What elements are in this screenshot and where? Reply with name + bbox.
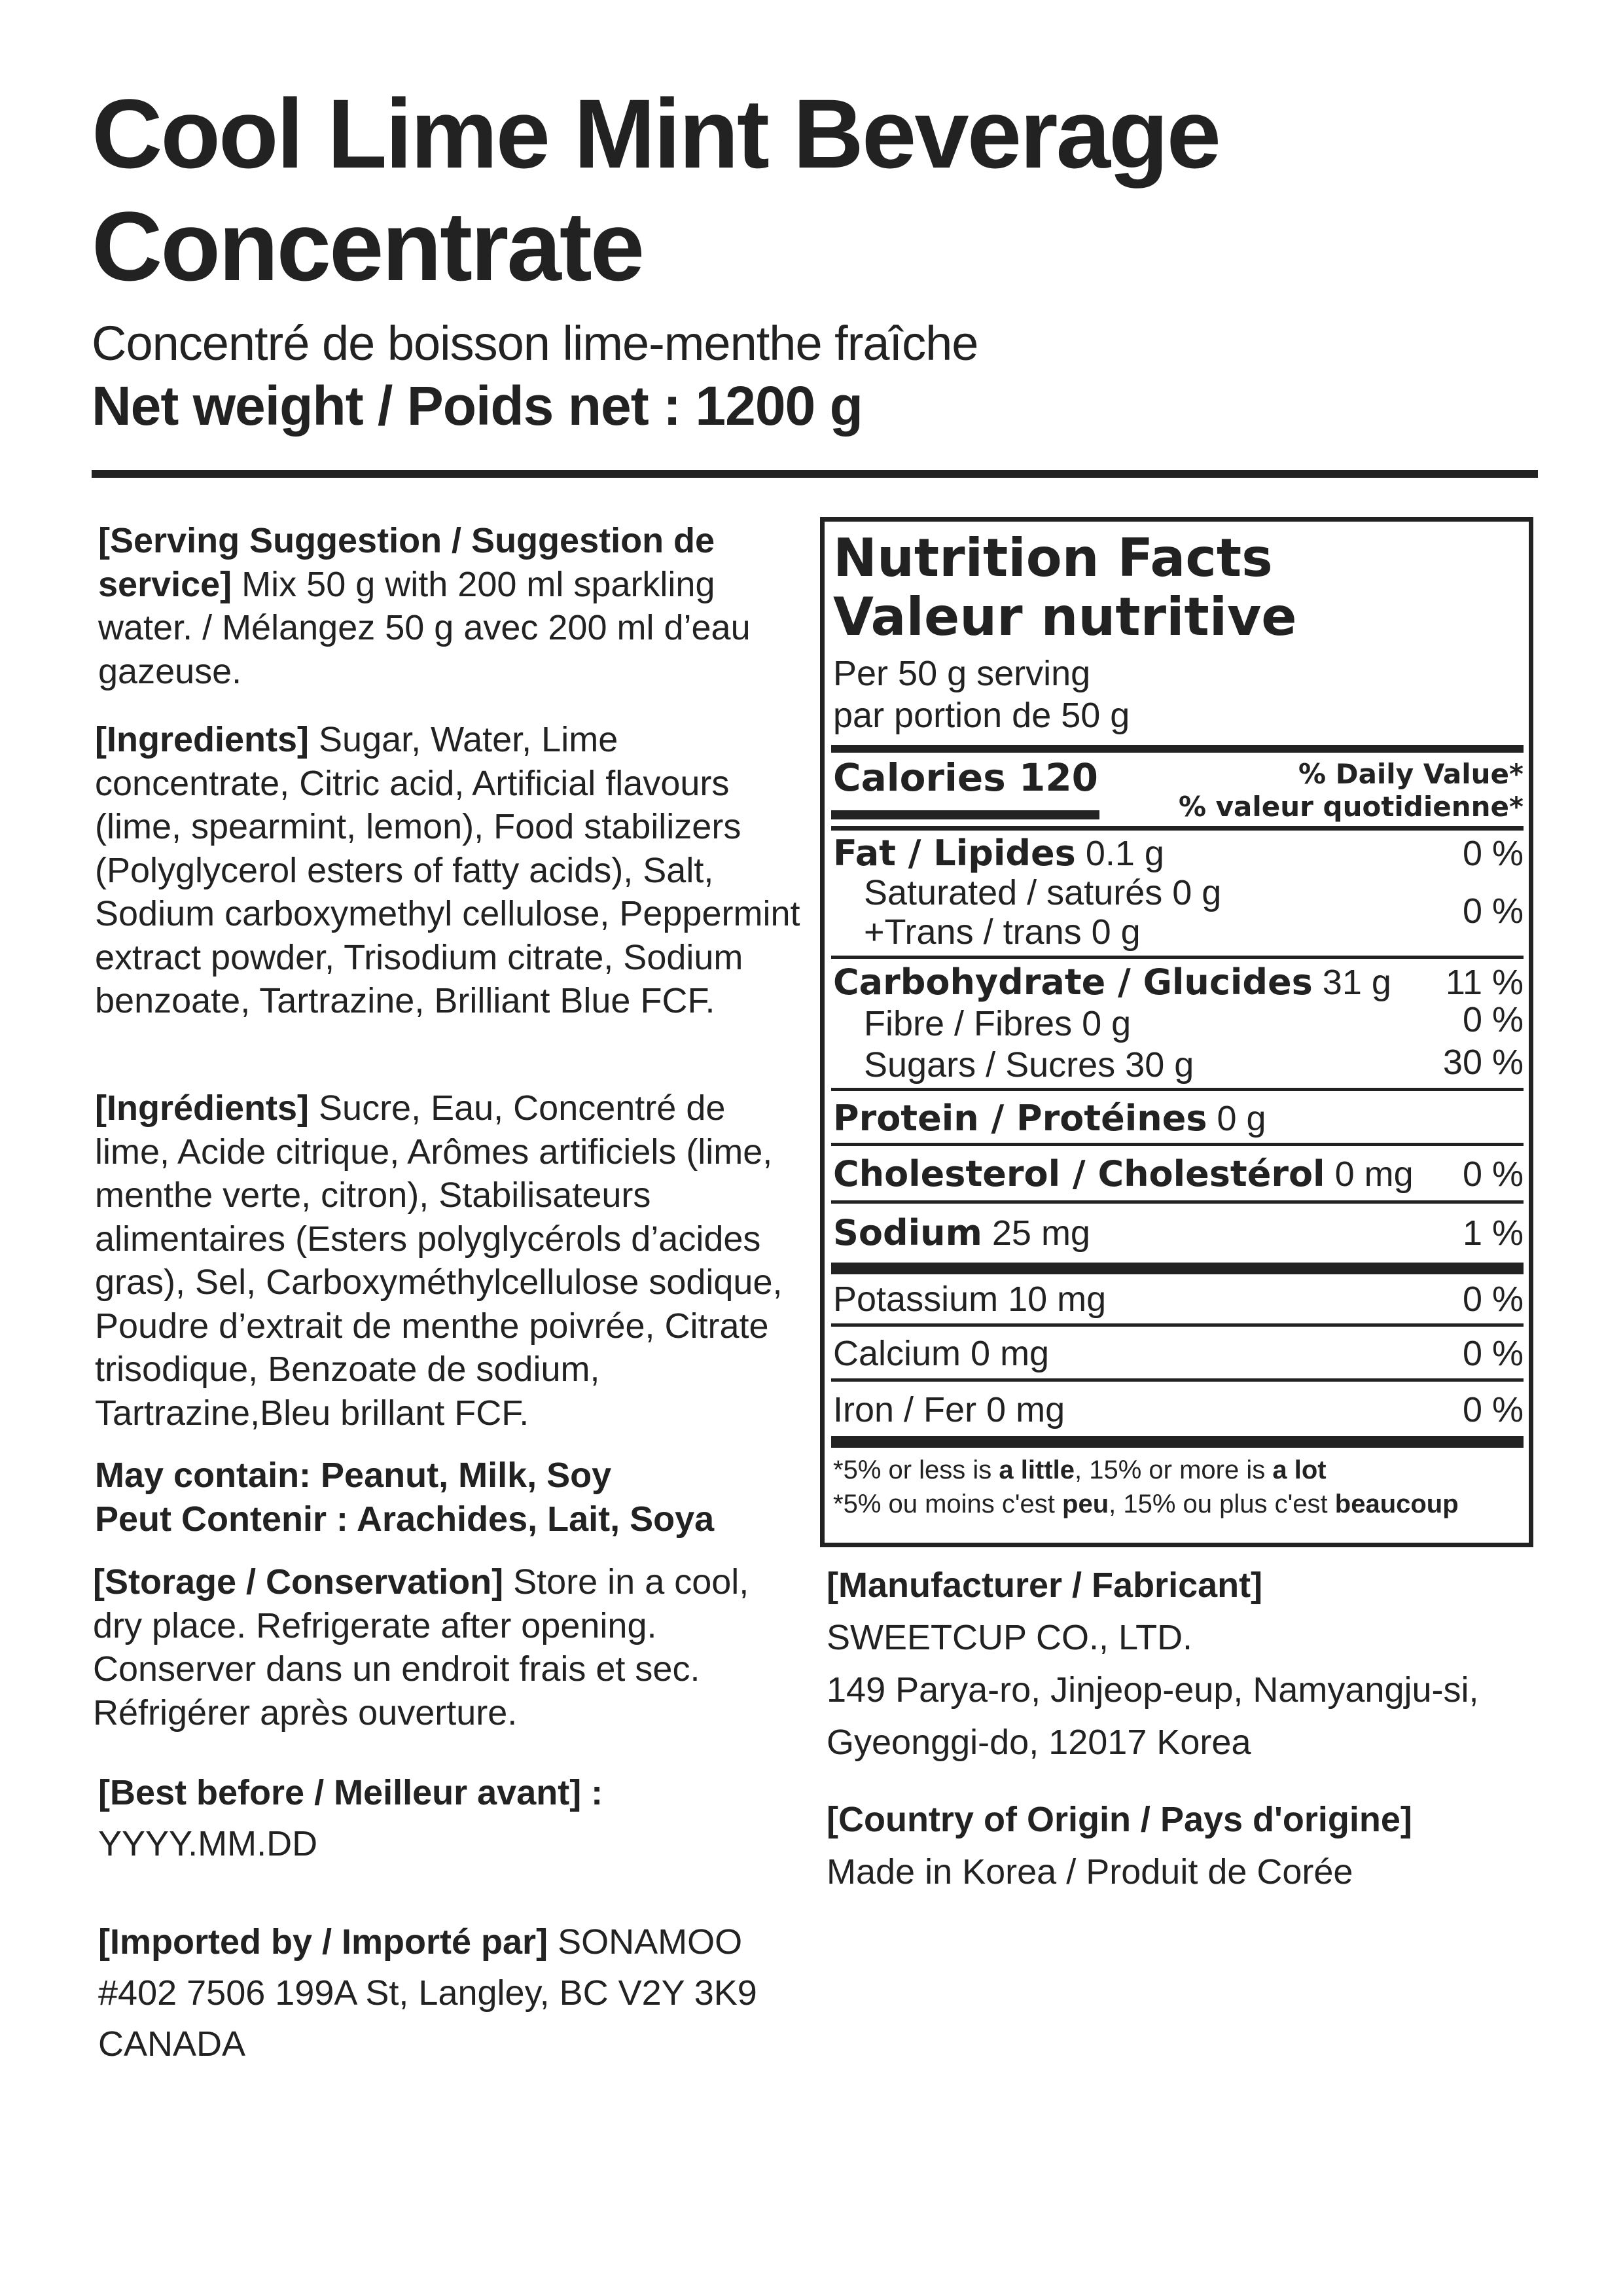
carbohydrate-amount: 31 g [1312,963,1391,1002]
fat-amount: 0.1 g [1075,834,1164,873]
footnote-text: *5% ou moins c'est [833,1490,1063,1518]
manufacturer [827,1559,1479,1768]
sodium-row [833,1212,1090,1254]
product-title: Cool Lime Mint Beverage Concentrate [92,79,1220,301]
ingredients-fr-text: Sucre, Eau, Concentré de lime, Acide citrique, Arômes artificiels (lime, menthe verte, citron), Stabilisateurs alimentaires (Esters polyglycérols d’acides gras), Sel, Carboxyméthylcellulose sodique, Poudre d’extrait de menthe poivrée, Citrate trisodique, Benzoate de sodium, Tartrazine,Bleu brillant FCF. [95,1088,783,1433]
best-before-label: [Best before / Meilleur avant] : [98,1773,603,1812]
daily-value-header [1113,758,1524,823]
cholesterol-dv: 0 % [1462,1155,1524,1194]
manufacturer-address-line1: 149 Parya-ro, Jinjeop-eup, Namyangju-si, [827,1670,1479,1710]
protein-row [833,1098,1266,1139]
storage-label: [Storage / Conservation] [93,1562,504,1602]
serving-text: Mix 50 g with 200 ml sparkling water. / Mélangez 50 g avec 200 ml d’eau gazeuse. [98,564,751,691]
protein-amount: 0 g [1207,1099,1266,1138]
footnote-fr [833,1487,1459,1521]
allergen-fr: Peut Contenir : Arachides, Lait, Soya [95,1499,715,1539]
origin-label: [Country of Origin / Pays d'origine] [827,1800,1412,1839]
origin-value: Made in Korea / Produit de Corée [827,1852,1353,1892]
carbohydrate-row [833,961,1391,1003]
divider [831,1200,1524,1204]
net-weight: Net weight / Poids net : 1200 g [92,375,863,437]
protein-label: Protein / Protéines [833,1098,1207,1139]
fibre-row: Fibre / Fibres 0 g [864,1004,1132,1043]
storage-text: Store in a cool, dry place. Refrigerate after opening. Conserver dans un endroit frais et sec. Réfrigérer après ouverture. [93,1562,749,1732]
sodium-label: Sodium [833,1212,982,1253]
sugars-dv: 30 % [1442,1043,1524,1082]
divider [831,826,1524,831]
country-of-origin [827,1793,1412,1898]
daily-value-en: % Daily Value* [1298,758,1524,790]
importer [98,1916,818,2070]
fat-row [833,833,1164,874]
footnote-emphasis: beaucoup [1334,1490,1459,1518]
fibre-dv: 0 % [1462,1000,1524,1039]
allergen-statement [95,1454,815,1541]
footnote-emphasis: a lot [1272,1456,1327,1484]
divider [831,1323,1524,1327]
calcium-row: Calcium 0 mg [833,1334,1050,1373]
ingredients-en-label: [Ingredients] [95,720,310,759]
daily-value-fr: % valeur quotidienne* [1178,791,1524,823]
trans-row: +Trans / trans 0 g [864,912,1141,952]
allergen-en: May contain: Peanut, Milk, Soy [95,1456,612,1495]
divider [831,956,1524,959]
calories-underline [831,810,1099,819]
sodium-amount: 25 mg [982,1213,1090,1253]
best-before-value: YYYY.MM.DD [98,1824,318,1863]
manufacturer-address-line2: Gyeonggi-do, 12017 Korea [827,1723,1251,1762]
footnote-text: , 15% or more is [1075,1456,1273,1484]
iron-row: Iron / Fer 0 mg [833,1390,1065,1429]
importer-name: SONAMOO [548,1922,743,1962]
calcium-dv: 0 % [1462,1334,1524,1373]
sat-trans-dv: 0 % [1462,891,1524,931]
nutrition-title [833,529,1297,647]
storage-instructions [93,1560,780,1734]
ingredients-en [95,718,815,1023]
product-subtitle-fr: Concentré de boisson lime-menthe fraîche [92,316,978,370]
serving-size [833,653,1130,736]
importer-address-line1: #402 7506 199A St, Langley, BC V2Y 3K9 [98,1973,757,2013]
divider [831,1088,1524,1091]
carbohydrate-dv: 11 % [1445,963,1524,1002]
footnote-text: *5% or less is [833,1456,999,1484]
divider [831,1143,1524,1146]
iron-dv: 0 % [1462,1390,1524,1429]
footnote-emphasis: peu [1062,1490,1109,1518]
cholesterol-amount: 0 mg [1325,1155,1414,1194]
fat-label: Fat / Lipides [833,833,1076,874]
nutrition-title-en: Nutrition Facts [833,528,1273,588]
serving-size-en: Per 50 g serving [833,654,1091,693]
cholesterol-label: Cholesterol / Cholestérol [833,1153,1325,1194]
calories: Calories 120 [833,755,1099,800]
potassium-dv: 0 % [1462,1280,1524,1319]
ingredients-en-text: Sugar, Water, Lime concentrate, Citric acid, Artificial flavours (lime, spearmint, lemon), Food stabilizers (Polyglycerol esters of fatty acids), Salt, Sodium carboxymethyl cellulose, Peppermint extract powder, Trisodium citrate, Sodium benzoate, Tartrazine, Brilliant Blue FCF. [95,720,800,1020]
nutrition-thick-divider [831,745,1524,753]
importer-address-line2: CANADA [98,2024,246,2064]
serving-size-fr: par portion de 50 g [833,696,1130,735]
daily-value-footnote [833,1453,1459,1521]
thick-divider [831,1436,1524,1448]
cholesterol-row [833,1153,1414,1195]
serving-suggestion [98,519,792,693]
footnote-text: , 15% ou plus c'est [1109,1490,1335,1518]
manufacturer-name: SWEETCUP CO., LTD. [827,1618,1193,1657]
saturated-row: Saturated / saturés 0 g [864,873,1222,912]
divider [831,1378,1524,1382]
sodium-dv: 1 % [1462,1213,1524,1253]
fat-dv: 0 % [1462,834,1524,873]
importer-label: [Imported by / Importé par] [98,1922,548,1962]
manufacturer-label: [Manufacturer / Fabricant] [827,1566,1263,1605]
best-before [98,1767,818,1869]
sugars-row: Sugars / Sucres 30 g [864,1045,1194,1085]
thick-divider [831,1263,1524,1274]
nutrition-title-fr: Valeur nutritive [833,586,1297,647]
carbohydrate-label: Carbohydrate / Glucides [833,961,1313,1003]
ingredients-fr [95,1086,802,1435]
potassium-row: Potassium 10 mg [833,1280,1107,1319]
serving-label: [Serving Suggestion / Suggestion de service] [98,521,715,604]
footnote-en [833,1453,1459,1487]
ingredients-fr-label: [Ingrédients] [95,1088,310,1128]
footnote-emphasis: a little [999,1456,1075,1484]
header-divider [92,470,1538,478]
